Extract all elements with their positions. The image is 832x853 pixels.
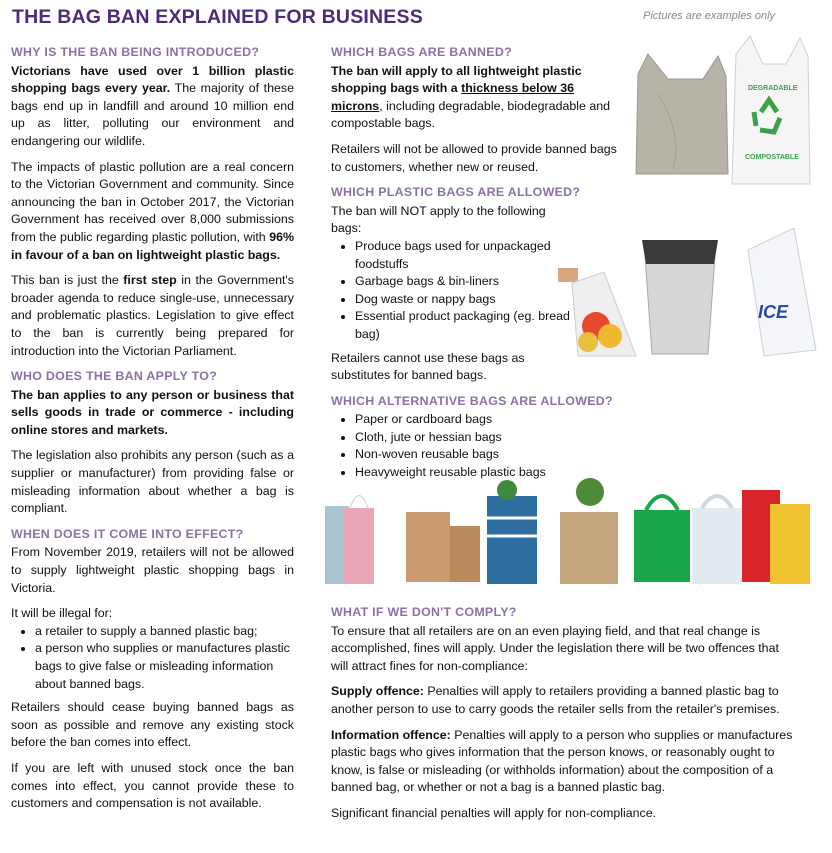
why-p3-a: This ban is just the bbox=[11, 273, 124, 288]
degradable-label: DEGRADABLE bbox=[748, 85, 798, 92]
grey-plastic-bag-image bbox=[636, 54, 728, 174]
when-heading: WHEN DOES IT COME INTO EFFECT? bbox=[11, 526, 244, 541]
comply-section bbox=[331, 604, 799, 831]
why-paragraph-3 bbox=[11, 272, 294, 360]
why-p2-b: 96% in favour of a ban on lightweight plastic bags. bbox=[11, 229, 294, 262]
why-p1-bold: Victorians have used over 1 billion plastic shopping bags every year. bbox=[11, 63, 294, 96]
list-item: • Produce bags used for unpackaged foodstuffs bbox=[355, 238, 571, 273]
ice-bag-image bbox=[748, 228, 816, 356]
cloth-bags-image bbox=[487, 478, 618, 584]
bin-liner-image bbox=[642, 240, 718, 354]
pictures-note: Pictures are examples only bbox=[643, 10, 776, 22]
comply-heading: WHAT IF WE DON'T COMPLY? bbox=[331, 605, 517, 619]
allowed-heading: WHICH PLASTIC BAGS ARE ALLOWED? bbox=[331, 185, 581, 200]
banned-p1-b: thickness below 36 microns bbox=[331, 81, 575, 113]
list-item: • Dog waste or nappy bags bbox=[355, 291, 571, 309]
list-item: • Garbage bags & bin-liners bbox=[355, 273, 571, 291]
when-paragraph-4: If you are left with unused stock once the ban comes into effect, you cannot provide these to customers and compensation is not available. bbox=[11, 760, 294, 811]
banned-p1-d: including degradable, biodegradable and compostable bags. bbox=[331, 98, 611, 131]
alternative-heading: WHICH ALTERNATIVE BAGS ARE ALLOWED? bbox=[331, 393, 613, 408]
supply-text: Penalties will apply to retailers providing a banned plastic bag to another person to use to carry goods the retailer sells from the retailer's premises. bbox=[331, 684, 780, 716]
when-paragraph-2: It will be illegal for: bbox=[11, 606, 113, 621]
list-item: • a person who supplies or manufactures plastic bags to give false or misleading information about banned bags. bbox=[35, 640, 294, 693]
banned-p1-a: The ban will apply to all lightweight plastic shopping bags with a bbox=[331, 63, 582, 96]
comply-paragraph-1: To ensure that all retailers are on an even playing field, and that real change is accomplished, fines will apply. Under the legislation there will be two offences that will attract fines for non-compliance: bbox=[331, 623, 779, 673]
banned-paragraph-1 bbox=[331, 63, 621, 133]
when-paragraph-1: From November 2019, retailers will not be allowed to supply lightweight plastic shopping bags in Victoria. bbox=[11, 545, 294, 595]
why-p3-c: in the Government's broader agenda to reduce single-use, unnecessary and problematic plastics. Legislation to give effect to the ban is currently being prepared for introduction into the Victorian Parliament. bbox=[11, 273, 294, 358]
banned-bags-picture bbox=[628, 34, 818, 186]
allowed-paragraph-2: Retailers cannot use these bags as substitutes for banned bags. bbox=[331, 350, 525, 383]
why-heading: WHY IS THE BAN BEING INTRODUCED? bbox=[11, 45, 260, 59]
why-p2-a: The impacts of plastic pollution are a real concern to the Victorian Government and community. Since announcing the ban in October 2017, the Victorian Government has received over 8,000 submissions from the public regarding plastic pollution, with bbox=[11, 159, 294, 244]
list-item: • Non-woven reusable bags bbox=[355, 446, 799, 464]
compostable-label: COMPOSTABLE bbox=[745, 154, 799, 161]
ice-label: ICE bbox=[758, 302, 789, 322]
heavyweight-plastic-bags-image bbox=[742, 490, 810, 584]
banned-heading: WHICH BAGS ARE BANNED? bbox=[331, 45, 512, 59]
alternative-section bbox=[331, 393, 799, 482]
list-item: • a retailer to supply a banned plastic bag; bbox=[35, 623, 294, 641]
when-paragraph-3: Retailers should cease buying banned bags as soon as possible and remove any existing stock before the ban comes into effect. bbox=[11, 700, 294, 750]
when-list bbox=[11, 623, 294, 693]
supply-offence bbox=[331, 683, 799, 718]
list-item: • Paper or cardboard bags bbox=[355, 411, 799, 429]
why-paragraph-2 bbox=[11, 159, 294, 265]
allowed-bags-picture bbox=[558, 228, 820, 360]
banned-section bbox=[331, 44, 621, 176]
who-heading: WHO DOES THE BAN APPLY TO? bbox=[11, 369, 218, 384]
allowed-intro: The ban will NOT apply to the following bags: bbox=[331, 203, 546, 236]
produce-bag-image bbox=[558, 268, 636, 356]
info-text: Penalties will apply to a person who supplies or manufactures plastic bags who gives information that the person knows, or reasonably ought to know, is false or misleading (or withholds information) about the composition of a banned bag, or whether or not a bag is a banned plastic bag. bbox=[331, 727, 793, 795]
who-paragraph-2: The legislation also prohibits any person (such as a supplier or manufacturer) from providing false or misleading information about whether a bag is compliant. bbox=[11, 448, 294, 516]
why-paragraph-1 bbox=[11, 63, 294, 151]
why-p1-rest: The majority of these bags end up in landfill and around 10 million end up as litter, polluting our environment and endangering our wildlife. bbox=[11, 81, 294, 148]
allowed-list bbox=[331, 238, 571, 344]
alternative-bags-picture bbox=[322, 478, 812, 590]
alternative-list bbox=[331, 411, 799, 481]
page-title: THE BAG BAN EXPLAINED FOR BUSINESS bbox=[12, 6, 423, 28]
paper-bags-image bbox=[325, 496, 480, 585]
list-item: • Essential product packaging (eg. bread bag) bbox=[355, 308, 571, 343]
banned-paragraph-2: Retailers will not be allowed to provide banned bags to customers, whether new or reused. bbox=[331, 141, 617, 174]
list-item: • Heavyweight reusable plastic bags bbox=[355, 464, 799, 482]
degradable-bag-image bbox=[732, 36, 810, 184]
non-woven-bags-image bbox=[634, 496, 742, 584]
who-paragraph-1: The ban applies to any person or business that sells goods in trade or commerce - including online stores and markets. bbox=[11, 387, 294, 437]
information-offence bbox=[331, 727, 799, 797]
supply-label: Supply offence: bbox=[331, 684, 424, 699]
list-item: • Cloth, jute or hessian bags bbox=[355, 429, 799, 447]
left-column bbox=[11, 44, 294, 821]
info-label: Information offence: bbox=[331, 727, 451, 742]
banned-p1-c: , bbox=[379, 98, 383, 113]
allowed-section bbox=[331, 184, 581, 385]
why-p3-b: first step bbox=[123, 273, 177, 288]
comply-last: Significant financial penalties will apply for non-compliance. bbox=[331, 805, 657, 820]
